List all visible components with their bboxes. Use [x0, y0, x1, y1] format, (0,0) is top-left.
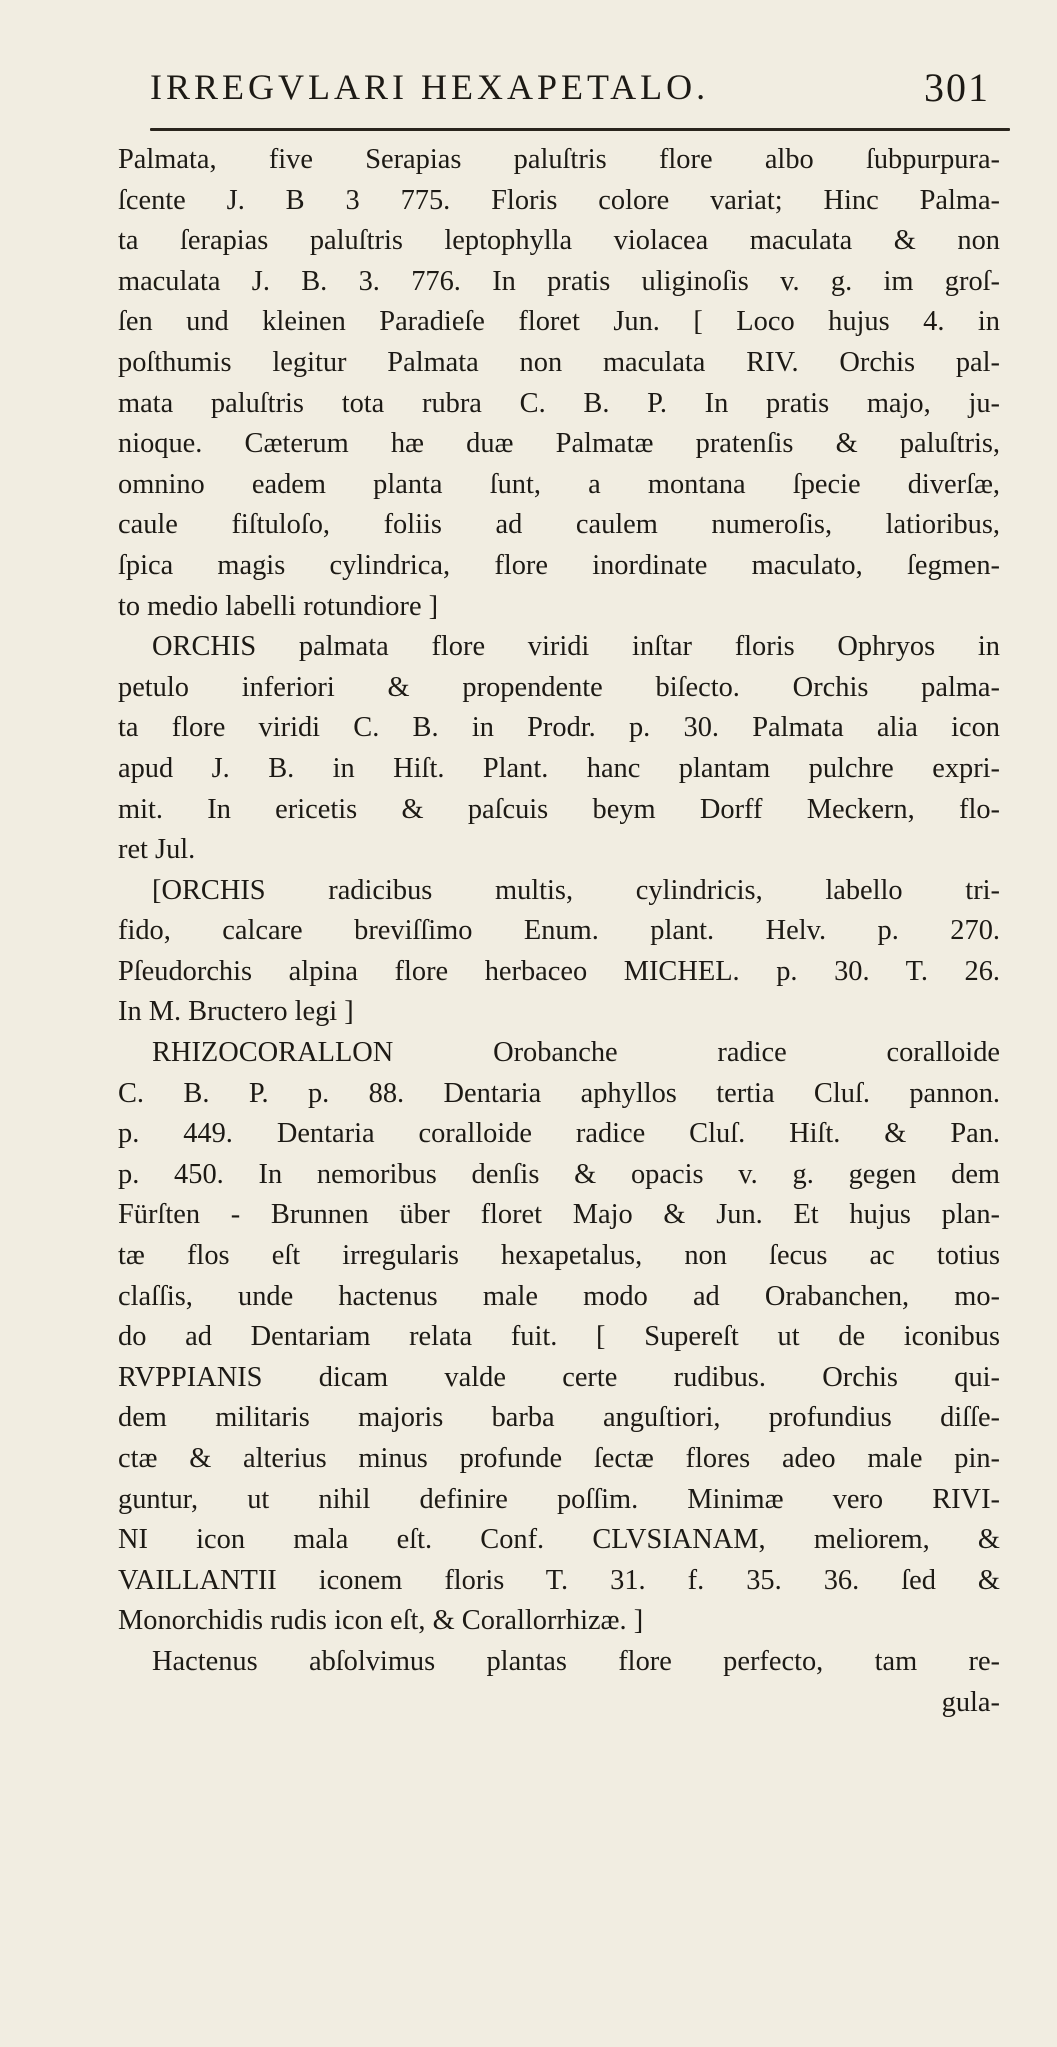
catchword: gula- [941, 1686, 1000, 1718]
text-line: [ORCHIS radicibus multis, cylindricis, labello tri- [152, 874, 1000, 906]
text-line: to medio labelli rotundiore ] [118, 590, 439, 622]
text-line: Hactenus abſolvimus plantas flore perfecto, tam re- [152, 1645, 1000, 1677]
text-line: maculata J. B. 3. 776. In pratis uliginoſis v. g. im groſ- [118, 265, 1000, 297]
text-line: ſpica magis cylindrica, flore inordinate maculato, ſegmen- [118, 549, 1000, 581]
header-rule [150, 128, 1010, 131]
text-line: claſſis, unde hactenus male modo ad Orabanchen, mo- [118, 1280, 1000, 1312]
text-line: In M. Bructero legi ] [118, 996, 354, 1028]
text-line: fido, calcare breviſſimo Enum. plant. Helv. p. 270. [118, 915, 1000, 947]
text-line: tæ flos eſt irregularis hexapetalus, non ſecus ac totius [118, 1240, 1000, 1272]
text-line: ſen und kleinen Paradieſe floret Jun. [ Loco hujus 4. in [118, 306, 1000, 338]
text-line: caule fiſtuloſo, foliis ad caulem numeroſis, latioribus, [118, 509, 1000, 541]
text-line: ta flore viridi C. B. in Prodr. p. 30. Palmata alia icon [118, 712, 1000, 744]
text-line: p. 450. In nemoribus denſis & opacis v. g. gegen dem [118, 1158, 1000, 1190]
text-line: mata paluſtris tota rubra C. B. P. In pratis majo, ju- [118, 387, 1000, 419]
text-line: omnino eadem planta ſunt, a montana ſpecie diverſæ, [118, 468, 1000, 500]
text-line: ctæ & alterius minus profunde ſectæ flores adeo male pin- [118, 1443, 1000, 1474]
body-text [118, 140, 1000, 1723]
text-line: NI icon mala eſt. Conf. CLVSIANAM, meliorem, & [118, 1524, 1000, 1556]
text-line: ta ſerapias paluſtris leptophylla violacea maculata & non [118, 225, 1000, 257]
text-line: petulo inferiori & propendente biſecto. Orchis palma- [118, 671, 1000, 703]
text-line: guntur, ut nihil definire poſſim. Minimæ vero RIVI- [118, 1483, 1000, 1515]
page-number: 301 [924, 65, 990, 110]
text-line: do ad Dentariam relata fuit. [ Supereſt ut de iconibus [118, 1321, 1000, 1353]
running-head [150, 60, 1010, 120]
text-line: poſthumis legitur Palmata non maculata RIV. Orchis pal- [118, 346, 1000, 378]
text-line: RHIZOCORALLON Orobanche radice coralloide [152, 1037, 1000, 1069]
text-line: apud J. B. in Hiſt. Plant. hanc plantam pulchre expri- [118, 752, 1000, 784]
text-line: p. 449. Dentaria coralloide radice Cluſ. Hiſt. & Pan. [118, 1118, 1000, 1150]
text-line: Monorchidis rudis icon eſt, & Corallorrhizæ. ] [118, 1605, 644, 1637]
text-line: dem militaris majoris barba anguſtiori, profundius diſſe- [118, 1402, 1000, 1434]
text-line: VAILLANTII iconem floris T. 31. f. 35. 36. ſed & [118, 1564, 1000, 1596]
text-line: Palmata, five Serapias paluſtris flore albo ſubpurpura- [118, 144, 1000, 175]
text-line: Pſeudorchis alpina flore herbaceo MICHEL. p. 30. T. 26. [118, 955, 1000, 987]
running-title: IRREGVLARI HEXAPETALO. [150, 67, 710, 107]
text-line: C. B. P. p. 88. Dentaria aphyllos tertia Cluſ. pannon. [118, 1077, 1000, 1109]
text-line: RVPPIANIS dicam valde certe rudibus. Orchis qui- [118, 1361, 1000, 1393]
text-line: ret Jul. [118, 834, 196, 866]
text-line: nioque. Cæterum hæ duæ Palmatæ pratenſis & paluſtris, [118, 428, 1000, 460]
text-line: mit. In ericetis & paſcuis beym Dorff Meckern, flo- [118, 793, 1000, 825]
text-line: Fürſten - Brunnen über floret Majo & Jun. Et hujus plan- [118, 1199, 1000, 1231]
text-line: ſcente J. B 3 775. Floris colore variat; Hinc Palma- [118, 184, 1000, 216]
text-line: ORCHIS palmata flore viridi inſtar floris Ophryos in [152, 631, 1000, 663]
